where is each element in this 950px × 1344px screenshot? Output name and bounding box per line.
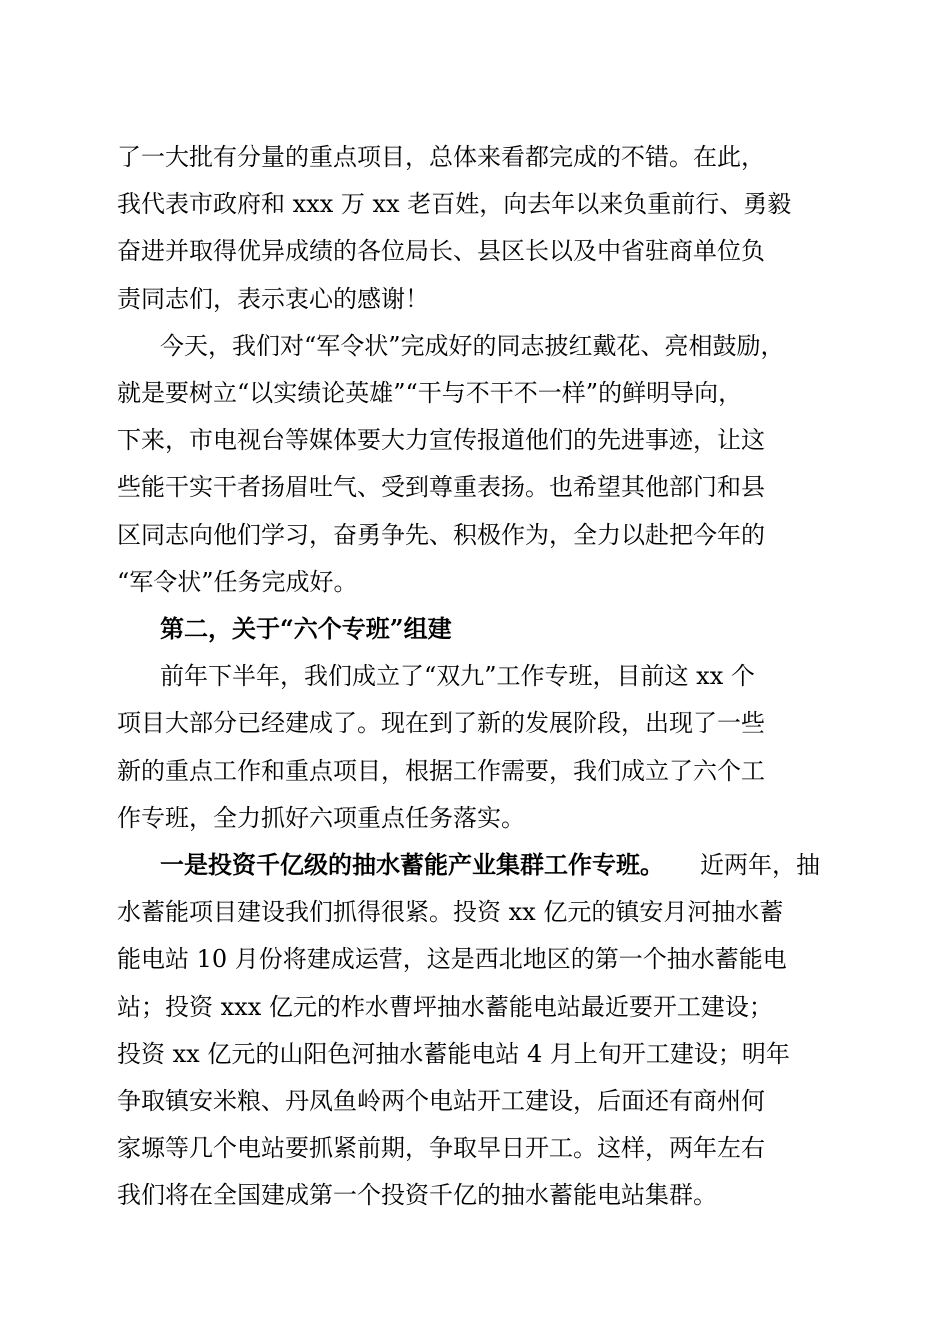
text-line (0, 227, 950, 275)
text-line-content: 项目大部分已经建成了。现在到了新的发展阶段，出现了一些 (117, 709, 765, 737)
text-line-content: 今天，我们对“军令状”完成好的同志披红戴花、亮相鼓励， (160, 332, 785, 360)
text-line-content: 前年下半年，我们成立了“双九”工作专班，目前这 xx 个 (160, 662, 755, 690)
text-line (0, 275, 950, 323)
item-lead-text: 一是投资千亿级的抽水蓄能产业集群工作专班。 (160, 850, 664, 879)
text-line (0, 841, 950, 889)
text-line (0, 1171, 950, 1219)
text-line-content: 近两年，抽 (700, 851, 820, 879)
text-line-content: 站；投资 xxx 亿元的柞水曹坪抽水蓄能电站最近要开工建设； (117, 993, 773, 1021)
text-line (0, 888, 950, 936)
text-line-content: 能电站 10 月份将建成运营，这是西北地区的第一个抽水蓄能电 (117, 945, 787, 973)
section-heading-text: 第二，关于“六个专班”组建 (160, 614, 452, 643)
text-line-content: 了一大批有分量的重点项目，总体来看都完成的不错。在此， (117, 143, 765, 171)
text-line (0, 511, 950, 559)
text-line-content: 责同志们，表示衷心的感谢！ (117, 285, 429, 313)
text-line (0, 652, 950, 700)
text-line-content: “军令状”任务完成好。 (117, 568, 358, 596)
text-line (0, 983, 950, 1031)
text-line-content: 我代表市政府和 xxx 万 xx 老百姓，向去年以来负重前行、勇毅 (117, 190, 792, 218)
text-line (0, 369, 950, 417)
text-line-content: 就是要树立“以实绩论英雄”“干与不干不一样”的鲜明导向， (117, 379, 743, 407)
text-line (0, 322, 950, 370)
text-line-content: 作专班，全力抓好六项重点任务落实。 (117, 804, 525, 832)
text-line-content: 区同志向他们学习，奋勇争先、积极作为，全力以赴把今年的 (117, 521, 765, 549)
text-line (0, 747, 950, 795)
text-line (0, 935, 950, 983)
text-line (0, 463, 950, 511)
text-line-content: 些能干实干者扬眉吐气、受到尊重表扬。也希望其他部门和县 (117, 473, 765, 501)
text-line (0, 699, 950, 747)
text-line (0, 180, 950, 228)
text-line-content: 新的重点工作和重点项目，根据工作需要，我们成立了六个工 (117, 757, 765, 785)
text-line-content: 下来，市电视台等媒体要大力宣传报道他们的先进事迹，让这 (117, 426, 765, 454)
text-line-content: 我们将在全国建成第一个投资千亿的抽水蓄能电站集群。 (117, 1181, 717, 1209)
text-line-content: 投资 xx 亿元的山阳色河抽水蓄能电站 4 月上旬开工建设；明年 (117, 1040, 790, 1068)
text-line (0, 1124, 950, 1172)
text-line (0, 416, 950, 464)
section-heading (0, 605, 950, 653)
text-line (0, 794, 950, 842)
text-line (0, 1030, 950, 1078)
text-line (0, 558, 950, 606)
text-line-content: 水蓄能项目建设我们抓得很紧。投资 xx 亿元的镇安月河抽水蓄 (117, 898, 784, 926)
text-line (0, 133, 950, 181)
text-line-content: 奋进并取得优异成绩的各位局长、县区长以及中省驻商单位负 (117, 237, 765, 265)
text-line (0, 1077, 950, 1125)
text-line-content: 争取镇安米粮、丹凤鱼岭两个电站开工建设，后面还有商州何 (117, 1087, 765, 1115)
text-line-content: 家塬等几个电站要抓紧前期，争取早日开工。这样，两年左右 (117, 1134, 765, 1162)
